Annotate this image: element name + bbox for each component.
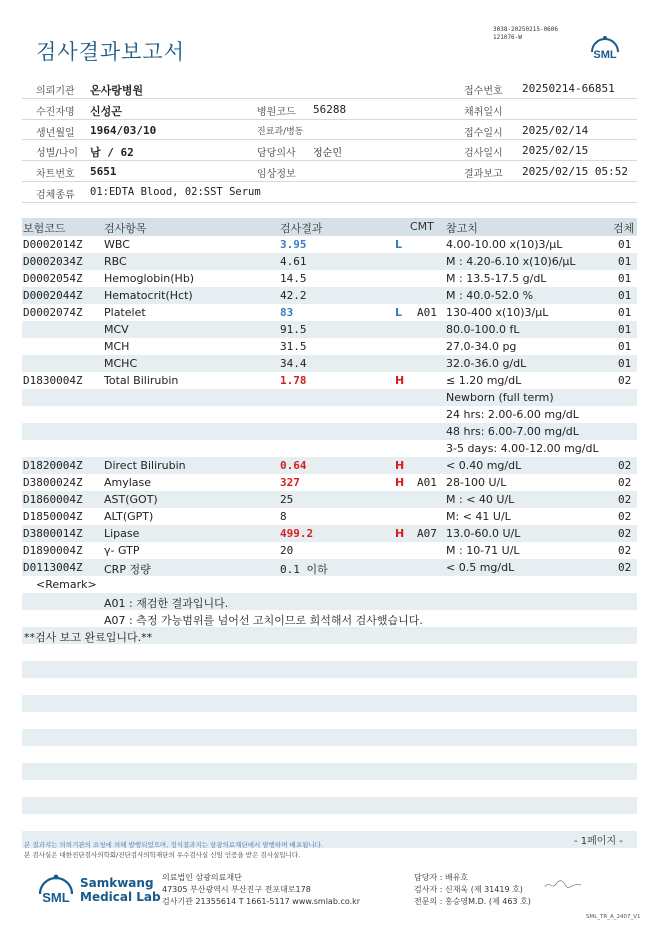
cell-ref: M : 10-71 U/L — [446, 543, 520, 557]
cell-item: RBC — [104, 254, 127, 268]
table-row — [22, 270, 637, 287]
table-row — [22, 321, 637, 338]
table-row — [22, 491, 637, 508]
blank-row — [22, 763, 637, 780]
table-row — [22, 389, 637, 406]
cell-code: D1860004Z — [23, 492, 83, 506]
contact: 검사기관 21355614 T 1661-5117 www.smlab.co.kr — [162, 897, 361, 906]
blank-row — [22, 814, 637, 831]
cell-ref: ≤ 1.20 mg/dL — [446, 373, 522, 387]
cell-cmt: A01 — [417, 305, 437, 319]
report-date-label: 결과보고 — [464, 169, 503, 181]
table-row — [22, 559, 637, 576]
clinical-label: 임상정보 — [257, 169, 296, 181]
table-row — [22, 406, 637, 423]
table-row — [22, 372, 637, 389]
chart-no-value: 5651 — [90, 165, 117, 179]
table-row — [22, 508, 637, 525]
cell-code: D1830004Z — [23, 373, 83, 387]
cell-ref: 13.0-60.0 U/L — [446, 526, 521, 540]
blank-row — [22, 695, 637, 712]
cell-code: D1890004Z — [23, 543, 83, 557]
dept-label: 진료과/병동 — [257, 126, 304, 137]
blank-row — [22, 729, 637, 746]
patient-info — [22, 78, 637, 203]
cell-spec: 02 — [618, 458, 632, 472]
footer-brand — [80, 876, 161, 904]
cell-result: 4.61 — [280, 254, 307, 268]
cell-item: γ- GTP — [104, 543, 140, 557]
hospital-code-value: 56288 — [313, 102, 347, 116]
patient-label: 수진자명 — [36, 106, 75, 118]
cell-spec: 01 — [618, 356, 632, 370]
table-row — [22, 474, 637, 491]
cell-result: 8 — [280, 509, 287, 523]
staff-manager: 담당자 : 배유호 — [414, 873, 469, 882]
sex-age-label: 성별/나이 — [36, 148, 79, 160]
specimen-value: 01:EDTA Blood, 02:SST Serum — [90, 185, 261, 198]
cell-ref: 48 hrs: 6.00-7.00 mg/dL — [446, 424, 579, 438]
cell-result: 34.4 — [280, 356, 307, 370]
cell-spec: 01 — [618, 305, 632, 319]
collect-date-label: 채취일시 — [464, 106, 503, 118]
receipt-date-value: 2025/02/14 — [522, 123, 589, 137]
blank-row — [22, 661, 637, 678]
table-row — [22, 423, 637, 440]
org-name: 의료법인 삼광의료재단 — [162, 873, 242, 882]
blank-row — [22, 712, 637, 729]
cell-code: D0002074Z — [23, 305, 83, 319]
cell-ref: < 0.5 mg/dL — [446, 560, 515, 574]
cell-spec: 01 — [618, 322, 632, 336]
cell-result: 0.1 이하 — [280, 562, 328, 576]
cell-item: Direct Bilirubin — [104, 458, 186, 472]
complete-row — [22, 627, 637, 644]
cell-item: CRP 정량 — [104, 562, 151, 576]
info-row — [22, 78, 637, 99]
chart-no-label: 차트번호 — [36, 169, 75, 181]
cell-ref: 130-400 x(10)3/μL — [446, 305, 549, 319]
remark-title-row — [22, 576, 637, 593]
cell-item: ALT(GPT) — [104, 509, 154, 523]
sex-age-value: 남 / 62 — [90, 146, 134, 160]
cell-result: 83 — [280, 305, 294, 319]
form-version: SML_TR_A_2407_V1 — [586, 914, 641, 920]
sml-logo-icon — [588, 34, 622, 64]
cell-ref: 24 hrs: 2.00-6.00 mg/dL — [446, 407, 579, 421]
cell-code: D3800014Z — [23, 526, 83, 540]
info-row — [22, 99, 637, 120]
cell-ref: 27.0-34.0 pg — [446, 339, 517, 353]
cell-result: 0.64 — [280, 458, 307, 472]
table-row — [22, 236, 637, 253]
hospital-code-label: 병원코드 — [257, 106, 296, 118]
cell-result: 3.95 — [280, 237, 307, 251]
cell-ref: 32.0-36.0 g/dL — [446, 356, 527, 370]
table-row — [22, 440, 637, 457]
header-result: 검사결과 — [280, 222, 323, 235]
info-row — [22, 140, 637, 161]
cell-ref: M : 4.20-6.10 x(10)6/μL — [446, 254, 576, 268]
footer-note: 본 결과지는 의뢰기관의 요청에 의해 발행되었으며, 정식결과지는 삼광의료재단에서 발행하며 배포됩니다. — [24, 841, 324, 849]
cell-code: D3800024Z — [23, 475, 83, 489]
document-id — [493, 26, 558, 42]
cell-item: Lipase — [104, 526, 140, 540]
remark-row — [22, 610, 637, 627]
dob-label: 생년월일 — [36, 127, 75, 139]
cell-item: MCHC — [104, 356, 138, 370]
cell-ref: M : 40.0-52.0 % — [446, 288, 534, 302]
cell-ref: 28-100 U/L — [446, 475, 507, 489]
doctor-label: 담당의사 — [257, 148, 296, 160]
info-row — [22, 161, 637, 182]
cell-item: Platelet — [104, 305, 146, 319]
table-body — [22, 236, 637, 576]
table-row — [22, 287, 637, 304]
cell-flag: H — [395, 526, 405, 540]
cell-flag: L — [395, 237, 403, 251]
cell-spec: 01 — [618, 339, 632, 353]
footer-cert-note: 본 검사실은 대한진단검사의학회/진단검사의학재단의 우수검사실 신임 인증을 받은 검사실입니다. — [24, 851, 301, 859]
remark-a01: A01 : 재검한 결과입니다. — [104, 596, 229, 610]
staff-tester: 검사자 : 신재욱 (제 31419 호) — [414, 885, 523, 894]
cell-code: D1850004Z — [23, 509, 83, 523]
blank-row — [22, 797, 637, 814]
page-number: - 1페이지 - — [574, 836, 623, 847]
header-spec: 검체 — [613, 222, 635, 235]
cell-cmt: A01 — [417, 475, 437, 489]
document-id-line2: 121076-W — [493, 34, 522, 41]
doctor-value: 정순민 — [313, 148, 342, 160]
cell-ref: < 0.40 mg/dL — [446, 458, 522, 472]
footer-staff — [414, 872, 531, 908]
report-title: 검사결과보고서 — [36, 40, 186, 64]
info-row — [22, 182, 637, 203]
table-header — [22, 218, 637, 236]
table-row — [22, 542, 637, 559]
cell-item: Total Bilirubin — [104, 373, 179, 387]
report-date-value: 2025/02/15 05:52 — [522, 165, 628, 179]
cell-ref: 4.00-10.00 x(10)3/μL — [446, 237, 563, 251]
cell-item: MCH — [104, 339, 130, 353]
brand-line1: Samkwang — [80, 876, 154, 890]
cell-ref: M: < 41 U/L — [446, 509, 511, 523]
table-row — [22, 457, 637, 474]
cell-result: 42.2 — [280, 288, 307, 302]
info-row — [22, 120, 637, 141]
document-id-line1: 3038-20250215-0606 — [493, 26, 559, 33]
remark-title: <Remark> — [36, 577, 97, 591]
cell-flag: L — [395, 305, 403, 319]
cell-code: D0002014Z — [23, 237, 83, 251]
receipt-no-value: 20250214-66851 — [522, 82, 615, 95]
cell-spec: 02 — [618, 509, 632, 523]
staff-specialist: 전문의 : 홍승영M.D. (제 463 호) — [414, 897, 531, 906]
cell-code: D0002044Z — [23, 288, 83, 302]
cell-item: WBC — [104, 237, 130, 251]
cell-spec: 02 — [618, 373, 632, 387]
blank-row — [22, 746, 637, 763]
cell-spec: 02 — [618, 526, 632, 540]
report-complete: **검사 보고 완료입니다.** — [24, 630, 153, 644]
cell-item: Hemoglobin(Hb) — [104, 271, 195, 285]
blank-row — [22, 644, 637, 661]
cell-cmt: A07 — [417, 526, 437, 540]
address: 47305 부산광역시 부산진구 전포대로178 — [162, 885, 311, 894]
cell-flag: H — [395, 373, 405, 387]
cell-ref: M : 13.5-17.5 g/dL — [446, 271, 547, 285]
cell-flag: H — [395, 475, 405, 489]
cell-ref: 3-5 days: 4.00-12.00 mg/dL — [446, 441, 599, 455]
cell-item: AST(GOT) — [104, 492, 158, 506]
sml-footer-logo-icon — [36, 872, 76, 908]
header-cmt: CMT — [410, 220, 434, 233]
blank-rows — [22, 644, 637, 848]
footer-address — [162, 872, 360, 908]
cell-item: Hematocrit(Hct) — [104, 288, 193, 302]
receipt-date-label: 접수일시 — [464, 127, 503, 139]
table-row — [22, 253, 637, 270]
cell-spec: 01 — [618, 271, 632, 285]
footer-logo-text: SML — [42, 890, 70, 905]
cell-result: 20 — [280, 543, 294, 557]
brand-line2: Medical Lab — [80, 890, 161, 904]
cell-code: D0002034Z — [23, 254, 83, 268]
remark-a07: A07 : 측정 가능범위를 넘어선 고치이므로 희석해서 검사했습니다. — [104, 613, 423, 627]
cell-spec: 02 — [618, 543, 632, 557]
cell-item: Amylase — [104, 475, 152, 489]
cell-flag: H — [395, 458, 405, 472]
receipt-no-label: 접수번호 — [464, 86, 503, 97]
table-row — [22, 525, 637, 542]
hospital-value: 온사랑병원 — [90, 84, 144, 97]
cell-spec: 02 — [618, 475, 632, 489]
cell-spec: 01 — [618, 254, 632, 268]
cell-spec: 01 — [618, 288, 632, 302]
patient-value: 신성곤 — [90, 104, 122, 118]
cell-result: 31.5 — [280, 339, 307, 353]
cell-ref: Newborn (full term) — [446, 390, 554, 404]
cell-code: D0002054Z — [23, 271, 83, 285]
cell-result: 327 — [280, 475, 300, 489]
blank-row — [22, 678, 637, 695]
table-row — [22, 304, 637, 321]
specimen-label: 검체종류 — [36, 189, 75, 201]
cell-result: 91.5 — [280, 322, 307, 336]
header-ref: 참고치 — [446, 222, 478, 235]
cell-result: 1.78 — [280, 373, 307, 387]
header-item: 검사항목 — [104, 222, 147, 235]
cell-result: 25 — [280, 492, 294, 506]
cell-item: MCV — [104, 322, 129, 336]
table-row — [22, 338, 637, 355]
remark-row — [22, 593, 637, 610]
hospital-label: 의뢰기관 — [36, 86, 75, 97]
signature-icon — [543, 878, 583, 892]
cell-code: D0113004Z — [23, 560, 83, 574]
test-date-label: 검사일시 — [464, 148, 503, 160]
results-table — [22, 218, 637, 848]
header-code: 보험코드 — [23, 222, 66, 235]
cell-spec: 01 — [618, 237, 632, 251]
cell-result: 499.2 — [280, 526, 314, 540]
cell-code: D1820004Z — [23, 458, 83, 472]
cell-ref: 80.0-100.0 fL — [446, 322, 520, 336]
test-date-value: 2025/02/15 — [522, 144, 589, 158]
cell-spec: 02 — [618, 492, 632, 506]
table-row — [22, 355, 637, 372]
cell-result: 14.5 — [280, 271, 307, 285]
logo-text: SML — [593, 49, 617, 61]
dob-value: 1964/03/10 — [90, 123, 157, 137]
cell-spec: 02 — [618, 560, 632, 574]
cell-ref: M : < 40 U/L — [446, 492, 515, 506]
blank-row — [22, 780, 637, 797]
